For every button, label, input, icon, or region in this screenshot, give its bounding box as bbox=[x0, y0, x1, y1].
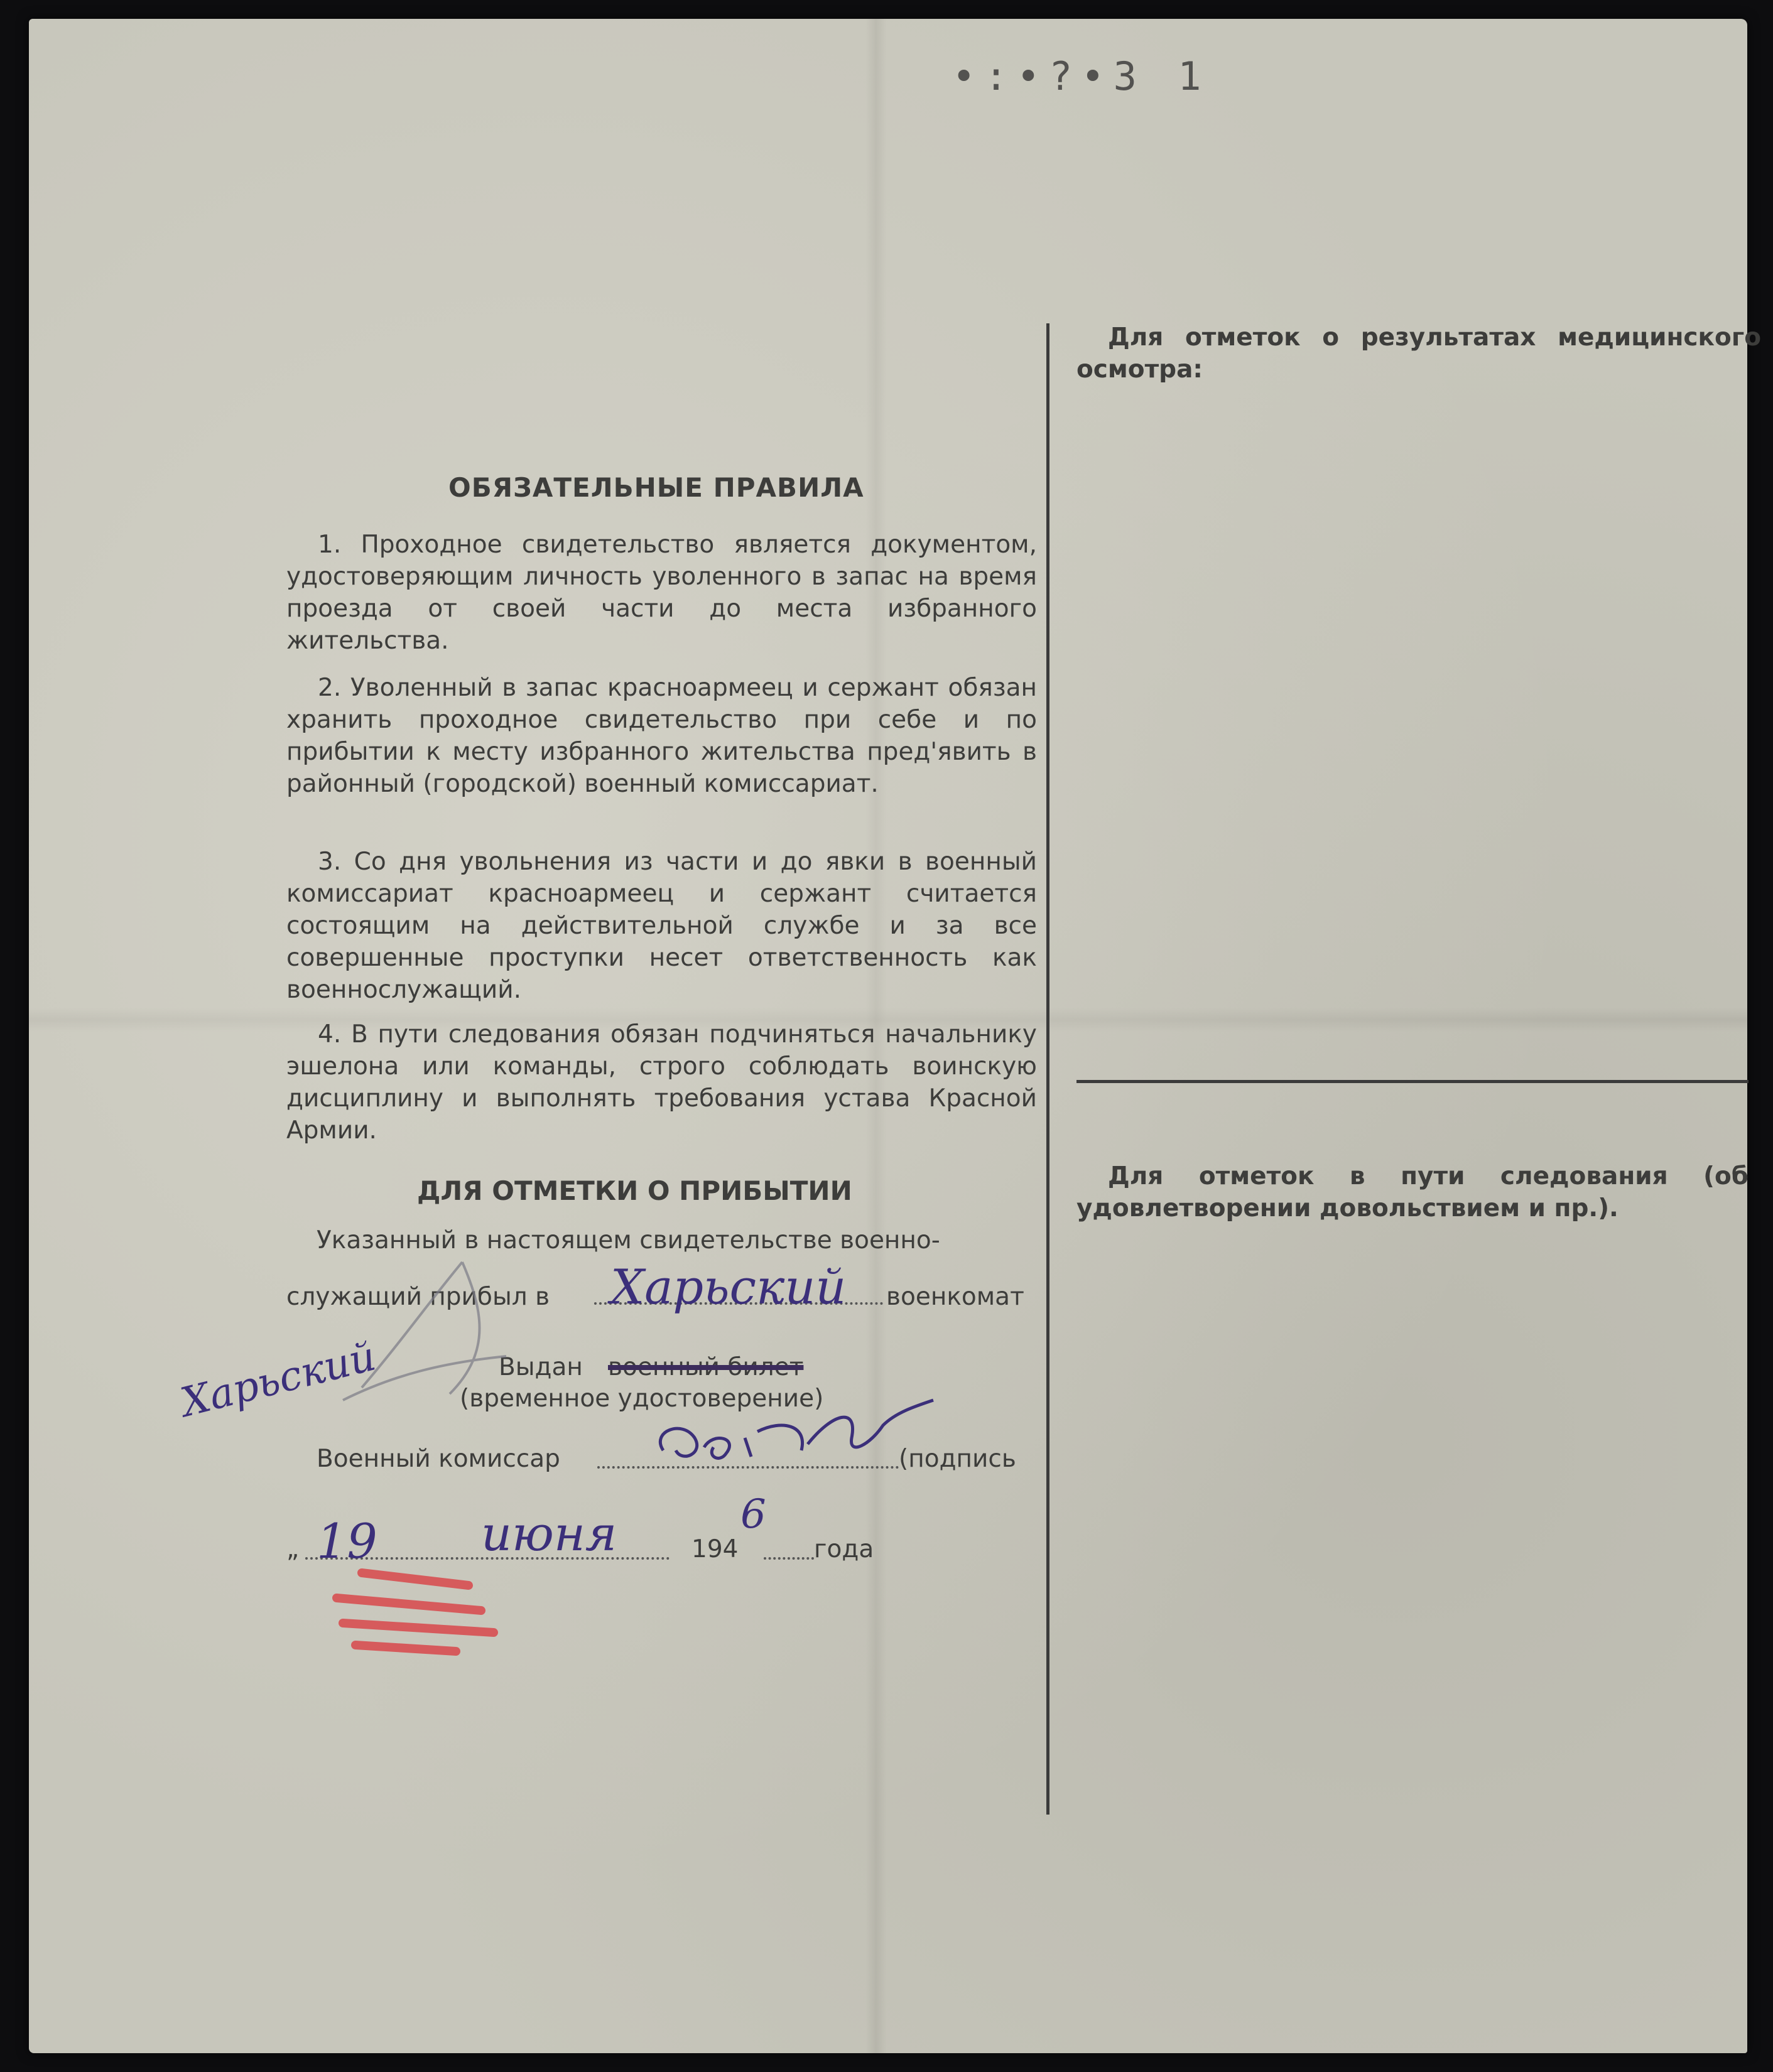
travel-notes-label: Для отметок в пути следования (об удовлетворении довольствием и пр.). bbox=[1076, 1162, 1749, 1222]
right-column-divider bbox=[1076, 1080, 1749, 1083]
perforated-number: •:•?•3 1 bbox=[952, 53, 1210, 99]
arrival-text-line-2-suffix: военкомат bbox=[886, 1283, 1024, 1311]
date-year-prefix: 194 bbox=[691, 1535, 739, 1563]
rule-item-4: 4. В пути следования обязан подчиняться начальнику эшелона или команды, строго соблюдать воинскую дисциплину и выполнять требования устава Красной Армии. bbox=[286, 1020, 1037, 1145]
year-fill-line bbox=[764, 1545, 814, 1560]
handwritten-month: июня bbox=[481, 1506, 617, 1562]
pencil-scribble bbox=[305, 1249, 544, 1413]
handwritten-kharkiv-margin: Харьский bbox=[176, 1333, 381, 1427]
column-divider bbox=[1046, 323, 1049, 1815]
rules-title: ОБЯЗАТЕЛЬНЫЕ ПРАВИЛА bbox=[448, 472, 864, 503]
date-open-quote: „ bbox=[286, 1535, 300, 1563]
rule-item-1: 1. Проходное свидетельство является документом, удостоверяющим личность уволенного в запас на время проезда от своей части до места избранного жительства. bbox=[286, 531, 1037, 655]
date-year-suffix: года bbox=[814, 1535, 874, 1563]
medical-exam-note: Для отметок о результатах медицинского осмотра: bbox=[1076, 323, 1761, 384]
handwritten-year-digit: 6 bbox=[740, 1491, 766, 1538]
temporary-certificate-label: (временное удостоверение) bbox=[460, 1384, 824, 1413]
handwritten-day: 19 bbox=[317, 1513, 377, 1569]
arrival-text-line-1: Указанный в настоящем свидетельстве военно- bbox=[317, 1226, 940, 1255]
signature-label: (подпись bbox=[899, 1445, 1016, 1473]
military-commissar-label: Военный комиссар bbox=[317, 1445, 560, 1473]
rule-item-2: 2. Уволенный в запас красноармеец и сержант обязан хранить проходное свидетельство при себе и по прибытии к месту избранного жительства пред'явить в районный (городской) военный комиссариат. bbox=[286, 674, 1037, 798]
arrival-section-title: ДЛЯ ОТМЕТКИ О ПРИБЫТИИ bbox=[417, 1175, 852, 1206]
issued-struck-text: военный билет bbox=[608, 1353, 804, 1381]
arrival-text-line-2-prefix: служащий прибыл в bbox=[286, 1283, 550, 1311]
issued-label: Выдан bbox=[499, 1353, 583, 1381]
handwritten-kharkiv: Харьский bbox=[610, 1259, 847, 1315]
document-paper bbox=[29, 19, 1761, 2053]
rule-item-3: 3. Со дня увольнения из части и до явки в военный комиссариат красноармеец и сержант считается состоящим на действительной службе и за все совершенные проступки несет ответственность как военнослужащий. bbox=[286, 848, 1037, 1004]
commissar-signature bbox=[644, 1394, 946, 1482]
